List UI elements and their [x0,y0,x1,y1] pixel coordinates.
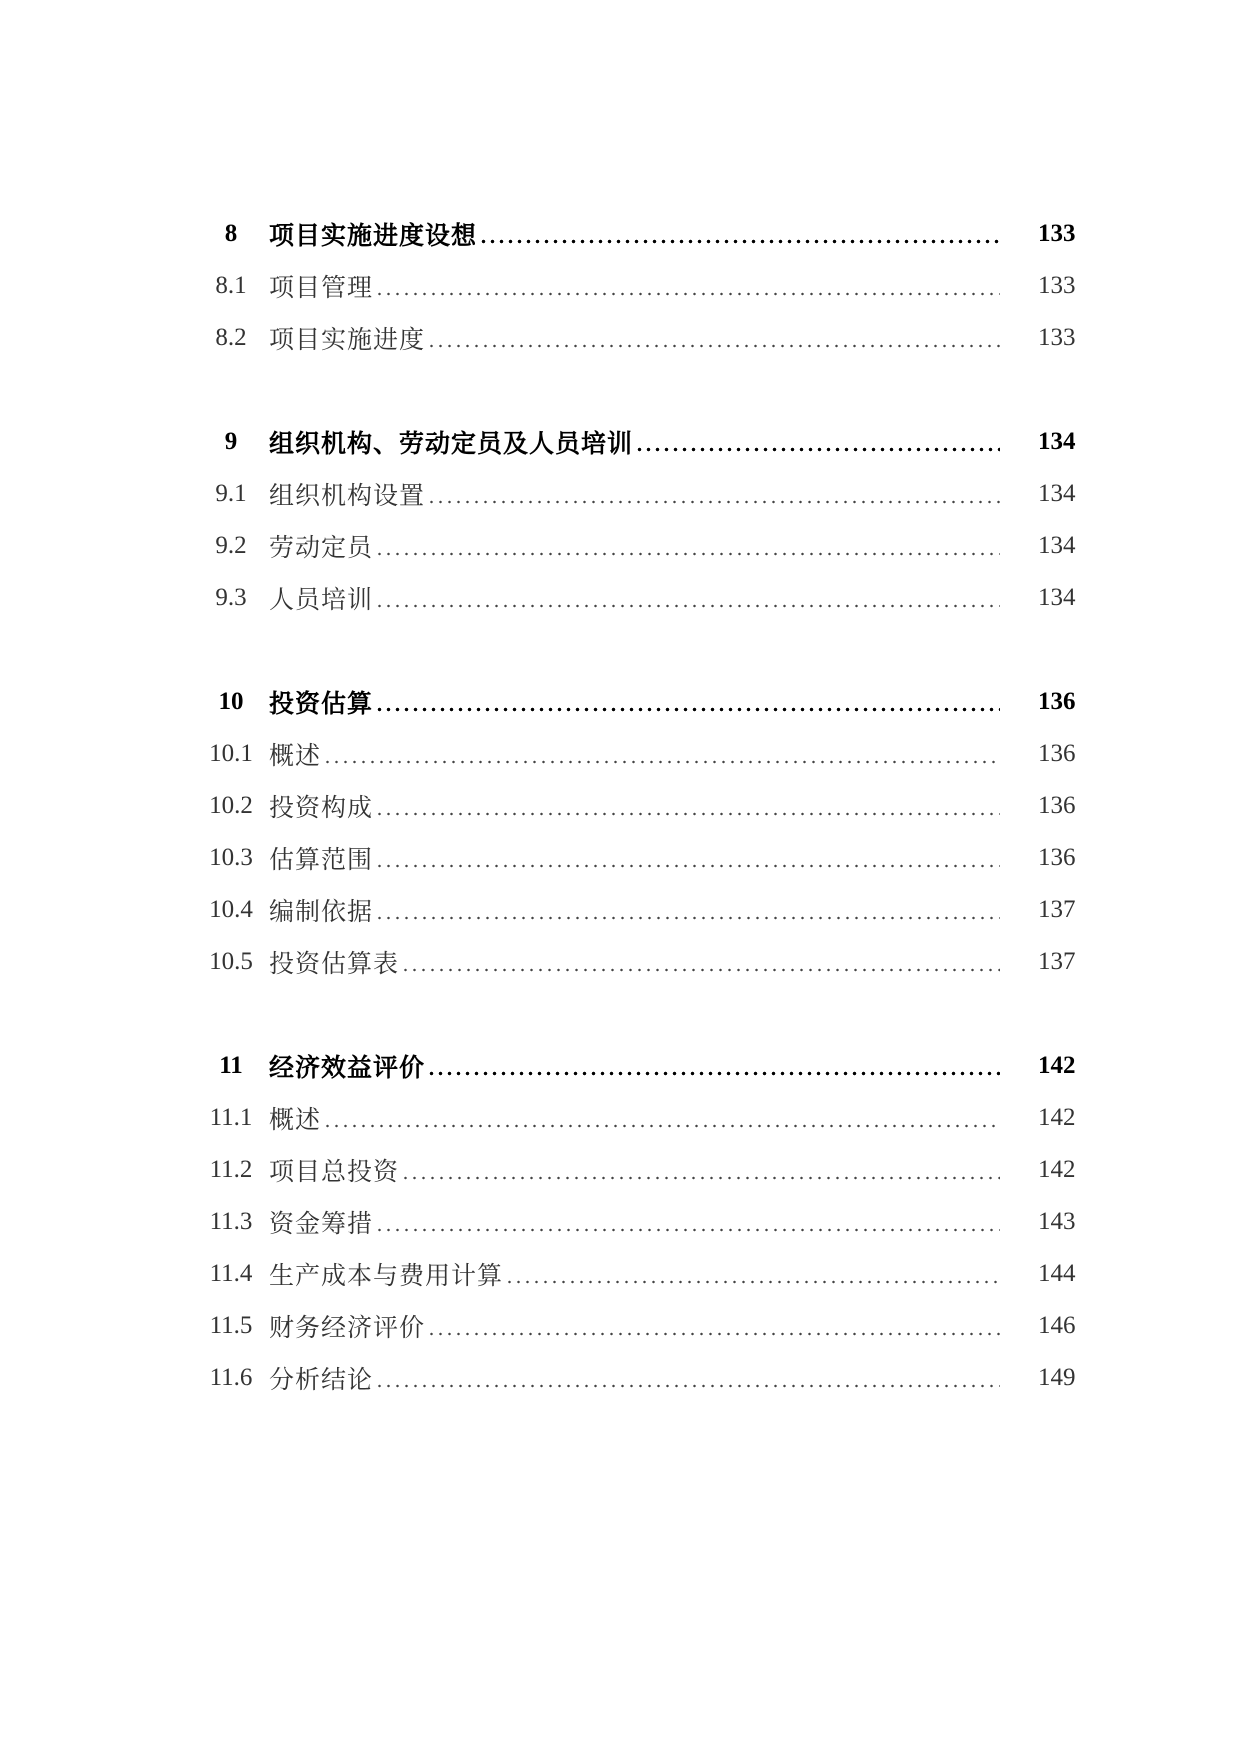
toc-section-11-2[interactable] [195,1148,1088,1192]
toc-title: 估算范围 [269,845,374,874]
toc-leader-dots [375,707,1000,712]
toc-leader-dots [375,1228,1000,1232]
toc-section-11-5[interactable] [195,1304,1088,1348]
toc-number: 8.2 [215,324,247,351]
toc-section-10-4[interactable] [195,888,1088,932]
toc-chapter-10[interactable] [195,680,1088,724]
toc-page-number: 136 [1038,792,1076,819]
toc-section-10-3[interactable] [195,836,1088,880]
toc-number: 8.1 [215,272,247,299]
toc-title: 组织机构、劳动定员及人员培训 [269,429,634,458]
toc-leader-dots [401,1176,1000,1180]
toc-number: 9.1 [215,480,247,507]
toc-title: 项目管理 [269,273,374,302]
toc-page-number: 142 [1038,1156,1076,1183]
toc-page-number: 137 [1038,948,1076,975]
toc-leader-dots [401,968,1000,972]
toc-title: 项目总投资 [269,1157,400,1186]
toc-number: 10.2 [209,792,253,819]
toc-page-number: 136 [1038,740,1076,767]
toc-title: 投资估算表 [269,949,400,978]
toc-leader-dots [375,604,1000,608]
toc-leader-dots [375,1384,1000,1388]
toc-section-10-2[interactable] [195,784,1088,828]
toc-page-number: 133 [1038,220,1076,247]
toc-number: 11 [219,1052,243,1079]
toc-title: 组织机构设置 [269,481,426,510]
toc-leader-dots [635,447,1000,452]
toc-number: 10.5 [209,948,253,975]
toc-page-number: 142 [1038,1104,1076,1131]
toc-title: 劳动定员 [269,533,374,562]
toc-leader-dots [375,552,1000,556]
toc-number: 11.5 [209,1312,253,1339]
toc-leader-dots [375,812,1000,816]
toc-chapter-11[interactable] [195,1044,1088,1088]
toc-leader-dots [479,239,1000,244]
toc-title: 项目实施进度 [269,325,426,354]
toc-section-9-2[interactable] [195,524,1088,568]
toc-page-number: 142 [1038,1052,1076,1079]
toc-section-9-3[interactable] [195,576,1088,620]
toc-title: 经济效益评价 [269,1053,426,1082]
toc-number: 9 [224,428,238,455]
toc-page-number: 133 [1038,272,1076,299]
toc-leader-dots [427,344,1000,348]
toc-leader-dots [375,916,1000,920]
toc-page-number: 136 [1038,844,1076,871]
toc-title: 分析结论 [269,1365,374,1394]
toc-number: 10.1 [209,740,253,767]
toc-number: 10 [218,688,244,715]
toc-section-8-2[interactable] [195,316,1088,360]
toc-section-11-6[interactable] [195,1356,1088,1400]
toc-title: 投资估算 [269,689,374,718]
toc-chapter-8[interactable] [195,212,1088,256]
toc-section-11-4[interactable] [195,1252,1088,1296]
toc-page-number: 134 [1038,584,1076,611]
toc-number: 11.1 [209,1104,253,1131]
toc-page-number: 134 [1038,532,1076,559]
toc-page-number: 146 [1038,1312,1076,1339]
toc-title: 项目实施进度设想 [269,221,478,250]
toc-number: 9.3 [215,584,247,611]
toc-section-11-3[interactable] [195,1200,1088,1244]
toc-leader-dots [427,1332,1000,1336]
toc-number: 9.2 [215,532,247,559]
toc-page-number: 137 [1038,896,1076,923]
toc-page-number: 134 [1038,428,1076,455]
toc-leader-dots [505,1280,1000,1284]
toc-number: 10.3 [209,844,253,871]
toc-leader-dots [323,760,1000,764]
toc-number: 11.4 [209,1260,253,1287]
toc-leader-dots [375,864,1000,868]
toc-leader-dots [427,500,1000,504]
toc-number: 11.3 [209,1208,253,1235]
toc-title: 财务经济评价 [269,1313,426,1342]
toc-title: 编制依据 [269,897,374,926]
toc-page-number: 133 [1038,324,1076,351]
toc-number: 8 [224,220,238,247]
toc-leader-dots [427,1071,1000,1076]
toc-number: 11.2 [209,1156,253,1183]
toc-section-8-1[interactable] [195,264,1088,308]
toc-leader-dots [375,292,1000,296]
toc-number: 10.4 [209,896,253,923]
toc-title: 生产成本与费用计算 [269,1261,504,1290]
toc-number: 11.6 [209,1364,253,1391]
toc-title: 概述 [269,1105,322,1134]
toc-section-10-5[interactable] [195,940,1088,984]
toc-title: 人员培训 [269,585,374,614]
toc-page-number: 143 [1038,1208,1076,1235]
toc-page-number: 134 [1038,480,1076,507]
toc-leader-dots [323,1124,1000,1128]
toc-title: 概述 [269,741,322,770]
toc-page-number: 149 [1038,1364,1076,1391]
toc-page-number: 136 [1038,688,1076,715]
toc-title: 投资构成 [269,793,374,822]
toc-section-10-1[interactable] [195,732,1088,776]
toc-title: 资金筹措 [269,1209,374,1238]
toc-chapter-9[interactable] [195,420,1088,464]
toc-section-9-1[interactable] [195,472,1088,516]
toc-section-11-1[interactable] [195,1096,1088,1140]
toc-page-number: 144 [1038,1260,1076,1287]
